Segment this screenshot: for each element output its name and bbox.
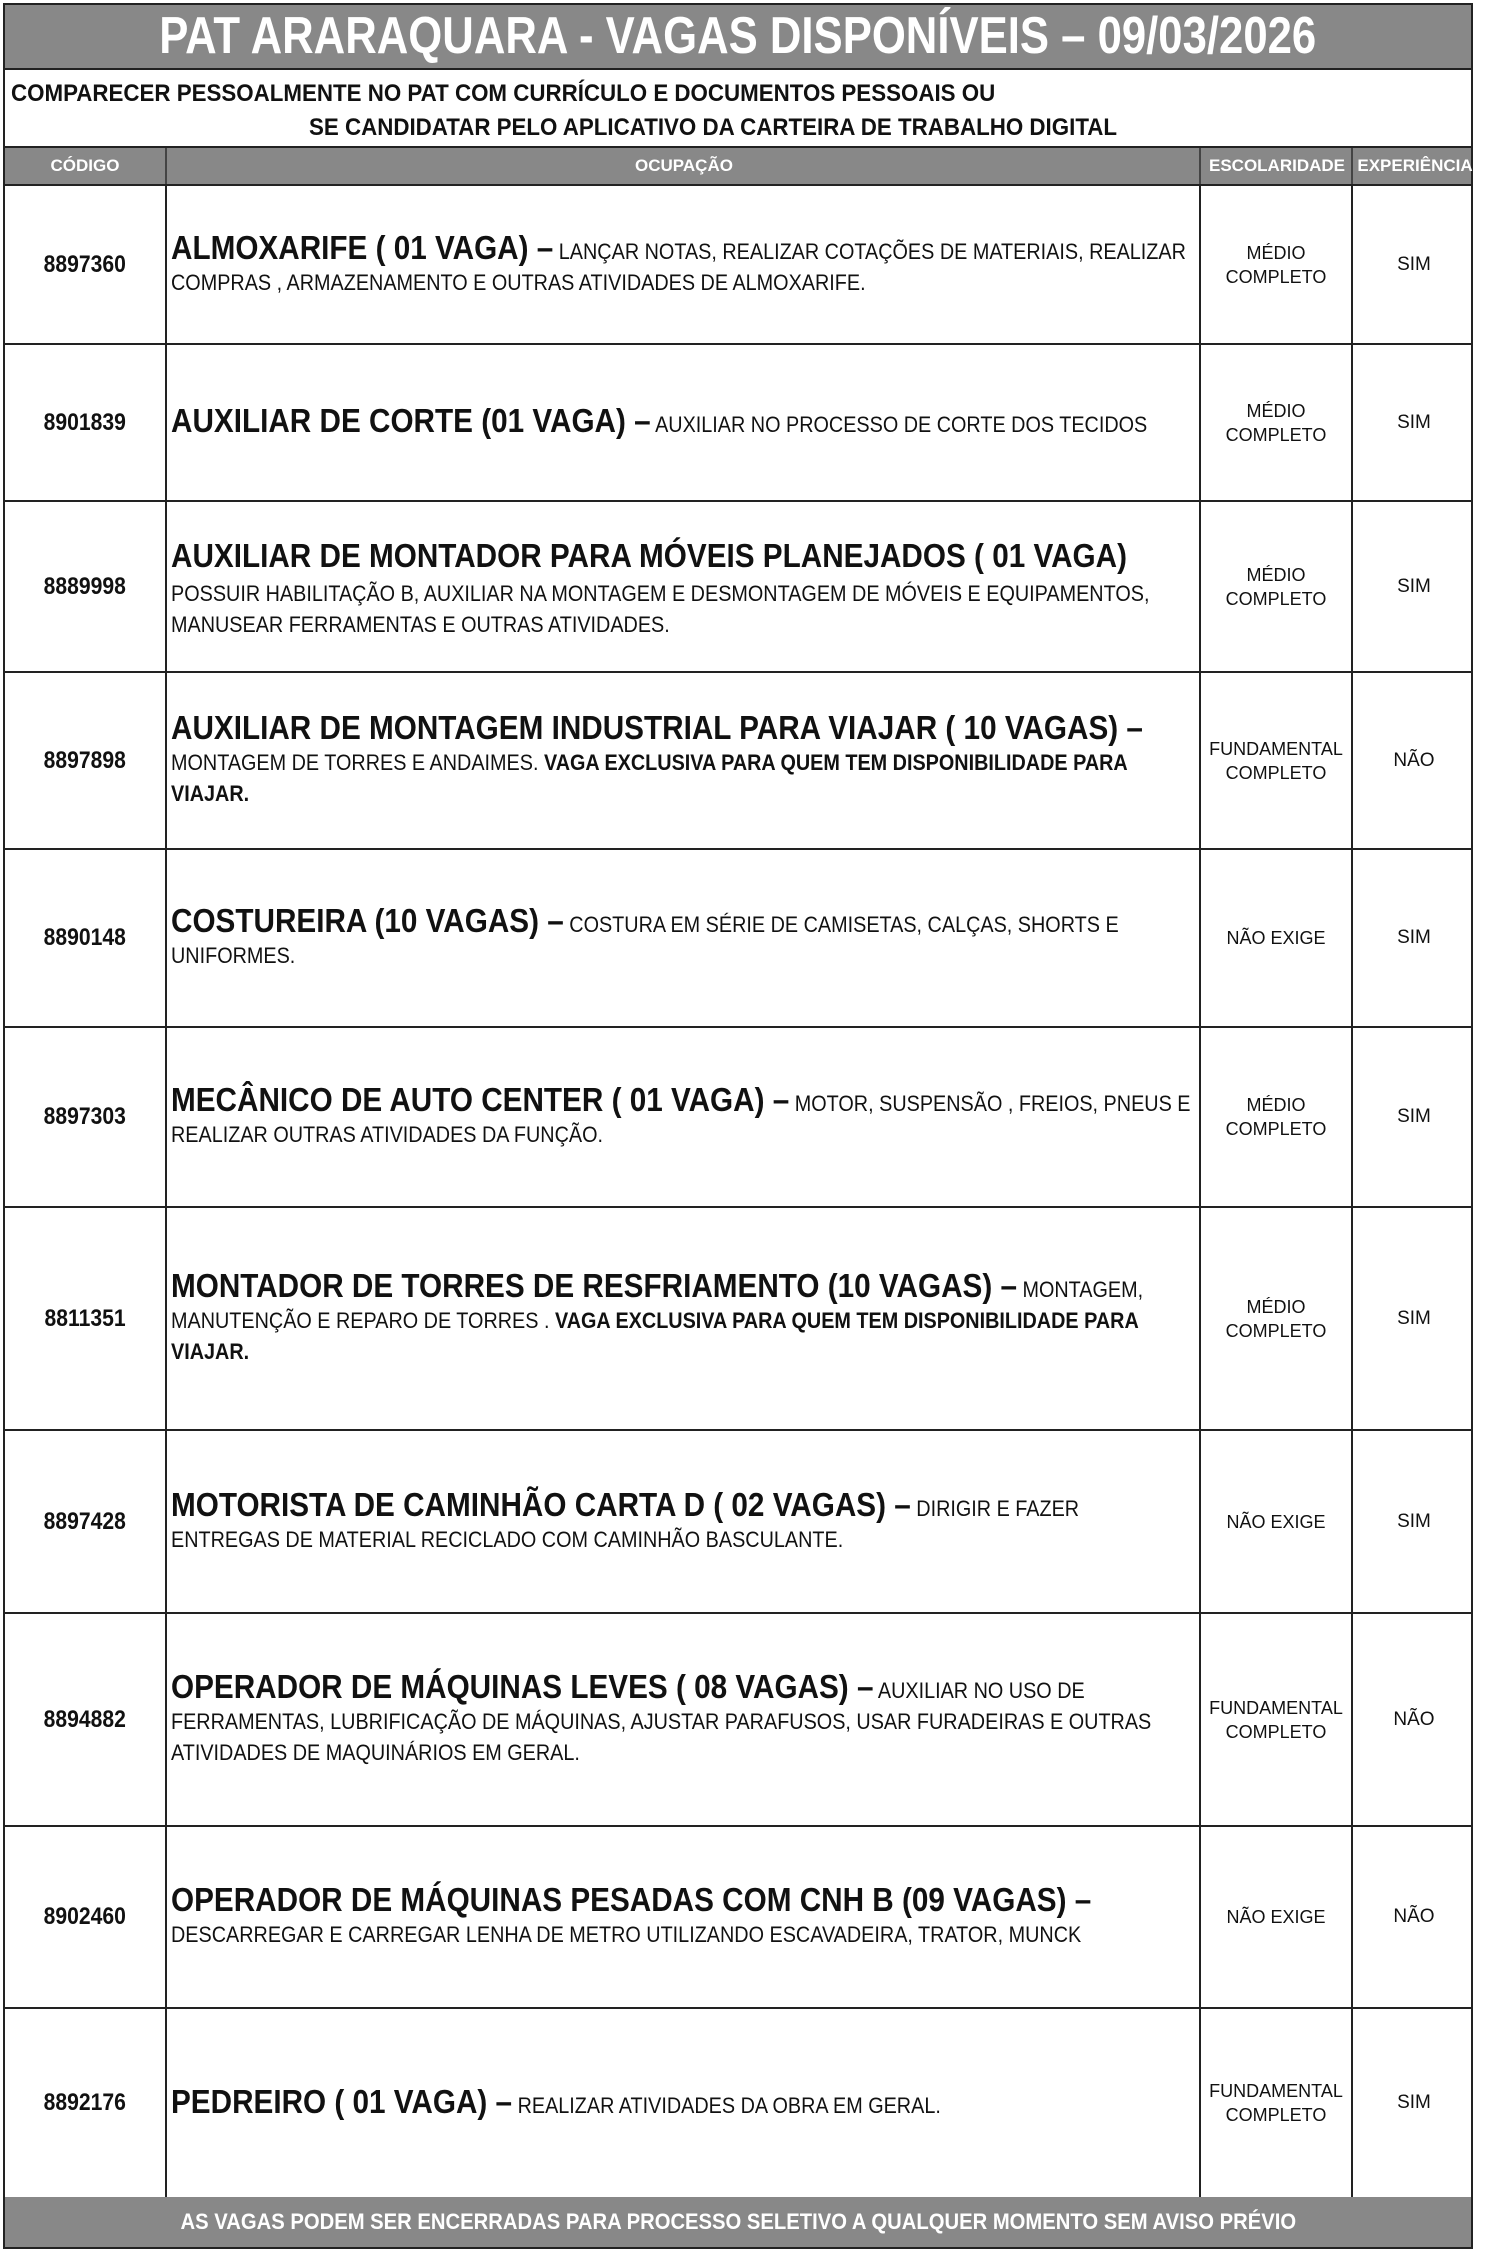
- job-description-block: [171, 902, 1192, 971]
- page-title-text: PAT ARARAQUARA - VAGAS DISPONÍVEIS – 09/03/2026: [159, 7, 1317, 65]
- job-code: [5, 1827, 165, 2007]
- job-title: AUXILIAR DE MONTADOR PARA MÓVEIS PLANEJADOS ( 01 VAGA): [171, 536, 1127, 574]
- table-row: [5, 1614, 1471, 1827]
- job-code-text: 8897898: [43, 746, 127, 774]
- experience-required: SIM: [1397, 2092, 1431, 2113]
- footer-notice-text: AS VAGAS PODEM SER ENCERRADAS PARA PROCESSO SELETIVO A QUALQUER MOMENTO SEM AVISO PRÉVIO: [180, 2209, 1296, 2234]
- job-experience: [1351, 345, 1475, 500]
- education-level: FUNDAMENTAL: [1209, 1697, 1343, 1718]
- job-occupation: [165, 1431, 1199, 1612]
- table-row: [5, 1827, 1471, 2009]
- job-description-block: [171, 1881, 1192, 1950]
- job-education: [1199, 1431, 1351, 1612]
- education-level: MÉDIO: [1246, 400, 1306, 421]
- job-education: [1199, 1208, 1351, 1429]
- job-experience: [1351, 2009, 1475, 2197]
- table-row: [5, 1208, 1471, 1431]
- experience-required: SIM: [1397, 253, 1431, 275]
- education-level: FUNDAMENTAL: [1209, 738, 1343, 759]
- education-level: MÉDIO: [1246, 242, 1306, 263]
- job-description: DIRIGIR E FAZER ENTREGAS DE MATERIAL RECICLADO COM CAMINHÃO BASCULANTE.: [171, 1495, 1080, 1552]
- job-education: [1199, 850, 1351, 1026]
- job-description-highlight: VAGA EXCLUSIVA PARA QUEM TEM DISPONIBILIDADE PARA VIAJAR.: [171, 750, 1127, 806]
- experience-required: SIM: [1397, 1510, 1431, 1532]
- education-status: COMPLETO: [1225, 588, 1327, 609]
- column-header-occupation: OCUPAÇÃO: [165, 148, 1201, 184]
- job-description-block: [171, 1668, 1192, 1768]
- job-title: OPERADOR DE MÁQUINAS LEVES ( 08 VAGAS) –: [171, 1668, 874, 1705]
- job-code-text: 8897360: [43, 250, 127, 278]
- job-code: [5, 1208, 165, 1429]
- job-occupation: [165, 345, 1199, 500]
- job-occupation: [165, 1208, 1199, 1429]
- table-row: [5, 673, 1471, 850]
- footer-notice: [5, 2197, 1471, 2247]
- education-status: COMPLETO: [1225, 266, 1327, 287]
- job-experience: [1351, 1208, 1475, 1429]
- job-description-block: [171, 228, 1192, 298]
- experience-required: NÃO: [1393, 749, 1435, 771]
- job-description: AUXILIAR NO PROCESSO DE CORTE DOS TECIDOS: [650, 412, 1148, 437]
- job-code-text: 8901839: [43, 408, 127, 436]
- column-header-experience: EXPERIÊNCIA: [1351, 148, 1477, 184]
- education-status: COMPLETO: [1225, 1320, 1327, 1341]
- education-level: MÉDIO: [1246, 1296, 1306, 1317]
- job-title: AUXILIAR DE CORTE (01 VAGA) –: [171, 402, 651, 439]
- job-code: [5, 345, 165, 500]
- job-listing-sheet: [3, 3, 1473, 2249]
- column-header-code: CÓDIGO: [50, 156, 120, 175]
- job-description: REALIZAR ATIVIDADES DA OBRA EM GERAL.: [512, 2092, 941, 2118]
- job-experience: [1351, 1827, 1475, 2007]
- table-header: [5, 146, 1471, 186]
- experience-required: SIM: [1397, 575, 1431, 597]
- job-education: [1199, 2009, 1351, 2197]
- job-description-block: [171, 1267, 1192, 1367]
- job-occupation: [165, 1028, 1199, 1206]
- job-occupation: [165, 850, 1199, 1026]
- job-education: [1199, 345, 1351, 500]
- job-description-block: [171, 2082, 1192, 2121]
- job-education: [1199, 1827, 1351, 2007]
- job-code-text: 8902460: [43, 1903, 127, 1930]
- job-code: [5, 1028, 165, 1206]
- job-experience: [1351, 1614, 1475, 1825]
- table-row: [5, 345, 1471, 502]
- job-education: [1199, 1028, 1351, 1206]
- job-experience: [1351, 186, 1475, 343]
- job-code: [5, 2009, 165, 2197]
- job-code: [5, 1614, 165, 1825]
- job-description: LANÇAR NOTAS, REALIZAR COTAÇÕES DE MATERIAIS, REALIZAR COMPRAS , ARMAZENAMENTO E OUTRAS ATIVIDADES DE ALMOXARIFE.: [171, 238, 1186, 295]
- job-experience: [1351, 1028, 1475, 1206]
- job-title: AUXILIAR DE MONTAGEM INDUSTRIAL PARA VIAJAR ( 10 VAGAS) –: [171, 709, 1143, 746]
- job-experience: [1351, 1431, 1475, 1612]
- job-description: POSSUIR HABILITAÇÃO B, AUXILIAR NA MONTAGEM E DESMONTAGEM DE MÓVEIS E EQUIPAMENTOS, MANUSEAR FERRAMENTAS E OUTRAS ATIVIDADES.: [171, 580, 1150, 637]
- job-code: [5, 186, 165, 343]
- table-row: [5, 2009, 1471, 2199]
- job-title: MOTORISTA DE CAMINHÃO CARTA D ( 02 VAGAS) –: [171, 1485, 911, 1523]
- job-title: COSTUREIRA (10 VAGAS) –: [171, 902, 564, 939]
- job-education: [1199, 502, 1351, 671]
- experience-required: SIM: [1397, 1106, 1431, 1127]
- job-occupation: [165, 186, 1199, 343]
- experience-required: NÃO: [1393, 1708, 1435, 1730]
- job-code-text: 8894882: [43, 1705, 127, 1733]
- job-code: [5, 502, 165, 671]
- job-description: MONTAGEM DE TORRES E ANDAIMES.: [171, 750, 544, 775]
- job-education: [1199, 186, 1351, 343]
- job-title: PEDREIRO ( 01 VAGA) –: [171, 2082, 513, 2120]
- job-title: OPERADOR DE MÁQUINAS PESADAS COM CNH B (09 VAGAS) –: [171, 1881, 1092, 1918]
- job-experience: [1351, 673, 1475, 848]
- experience-required: NÃO: [1393, 1906, 1435, 1927]
- job-code-text: 8890148: [43, 924, 127, 951]
- education-status: COMPLETO: [1225, 1119, 1327, 1139]
- table-row: [5, 1431, 1471, 1614]
- education-level: NÃO EXIGE: [1226, 1511, 1326, 1532]
- table-row: [5, 850, 1471, 1028]
- job-education: [1199, 1614, 1351, 1825]
- job-description-block: [171, 578, 1192, 640]
- job-description-block: [171, 1081, 1192, 1150]
- job-description-block: [171, 709, 1192, 809]
- table-row: [5, 186, 1471, 345]
- job-code: [5, 850, 165, 1026]
- job-occupation: [165, 2009, 1199, 2197]
- education-level: NÃO EXIGE: [1226, 1907, 1326, 1927]
- job-description: AUXILIAR NO USO DE FERRAMENTAS, LUBRIFICAÇÃO DE MÁQUINAS, AJUSTAR PARAFUSOS, USAR FURADEIRAS E OUTRAS ATIVIDADES DE MAQUINÁRIOS EM GERAL.: [171, 1678, 1152, 1765]
- job-occupation: [165, 1827, 1199, 2007]
- job-description: MOTOR, SUSPENSÃO , FREIOS, PNEUS E REALIZAR OUTRAS ATIVIDADES DA FUNÇÃO.: [171, 1091, 1191, 1147]
- instruction-line-2: SE CANDIDATAR PELO APLICATIVO DA CARTEIRA DE TRABALHO DIGITAL: [309, 114, 1118, 141]
- job-description-block: [171, 402, 1192, 440]
- job-description: COSTURA EM SÉRIE DE CAMISETAS, CALÇAS, SHORTS E UNIFORMES.: [171, 912, 1119, 968]
- education-status: COMPLETO: [1225, 2105, 1327, 2125]
- job-title: MONTADOR DE TORRES DE RESFRIAMENTO (10 VAGAS) –: [171, 1267, 1017, 1304]
- education-status: COMPLETO: [1225, 424, 1327, 445]
- job-code-text: 8889998: [43, 572, 127, 600]
- job-title: ALMOXARIFE ( 01 VAGA) –: [171, 228, 554, 266]
- instruction-line-1: COMPARECER PESSOALMENTE NO PAT COM CURRÍCULO E DOCUMENTOS PESSOAIS OU: [11, 80, 996, 107]
- job-experience: [1351, 850, 1475, 1026]
- job-code: [5, 1431, 165, 1612]
- job-code-text: 8892176: [43, 2089, 127, 2116]
- column-header-education: ESCOLARIDADE: [1199, 148, 1353, 184]
- job-description: MONTAGEM, MANUTENÇÃO E REPARO DE TORRES .: [171, 1277, 1144, 1333]
- experience-required: SIM: [1397, 927, 1431, 948]
- job-occupation: [165, 673, 1199, 848]
- job-education: [1199, 673, 1351, 848]
- job-code-text: 8897428: [43, 1507, 127, 1535]
- job-code-text: 8897303: [43, 1103, 127, 1130]
- education-level: FUNDAMENTAL: [1209, 2081, 1343, 2101]
- experience-required: SIM: [1397, 411, 1431, 433]
- job-title: MECÂNICO DE AUTO CENTER ( 01 VAGA) –: [171, 1081, 790, 1118]
- education-level: MÉDIO: [1246, 1095, 1306, 1115]
- education-level: MÉDIO: [1246, 564, 1306, 585]
- job-code: [5, 673, 165, 848]
- job-description-highlight: VAGA EXCLUSIVA PARA QUEM TEM DISPONIBILIDADE PARA VIAJAR.: [171, 1308, 1139, 1364]
- job-code-text: 8811351: [44, 1304, 126, 1332]
- job-occupation: [165, 1614, 1199, 1825]
- instructions: [5, 68, 1471, 146]
- job-description: DESCARREGAR E CARREGAR LENHA DE METRO UTILIZANDO ESCAVADEIRA, TRATOR, MUNCK: [171, 1922, 1082, 1947]
- page-title: [5, 5, 1471, 68]
- table-row: [5, 502, 1471, 673]
- table-row: [5, 1028, 1471, 1208]
- job-experience: [1351, 502, 1475, 671]
- education-status: COMPLETO: [1225, 1721, 1327, 1742]
- education-level: NÃO EXIGE: [1226, 928, 1326, 948]
- education-status: COMPLETO: [1225, 762, 1327, 783]
- job-description-block: [171, 1485, 1192, 1555]
- experience-required: SIM: [1397, 1307, 1431, 1329]
- job-occupation: [165, 502, 1199, 671]
